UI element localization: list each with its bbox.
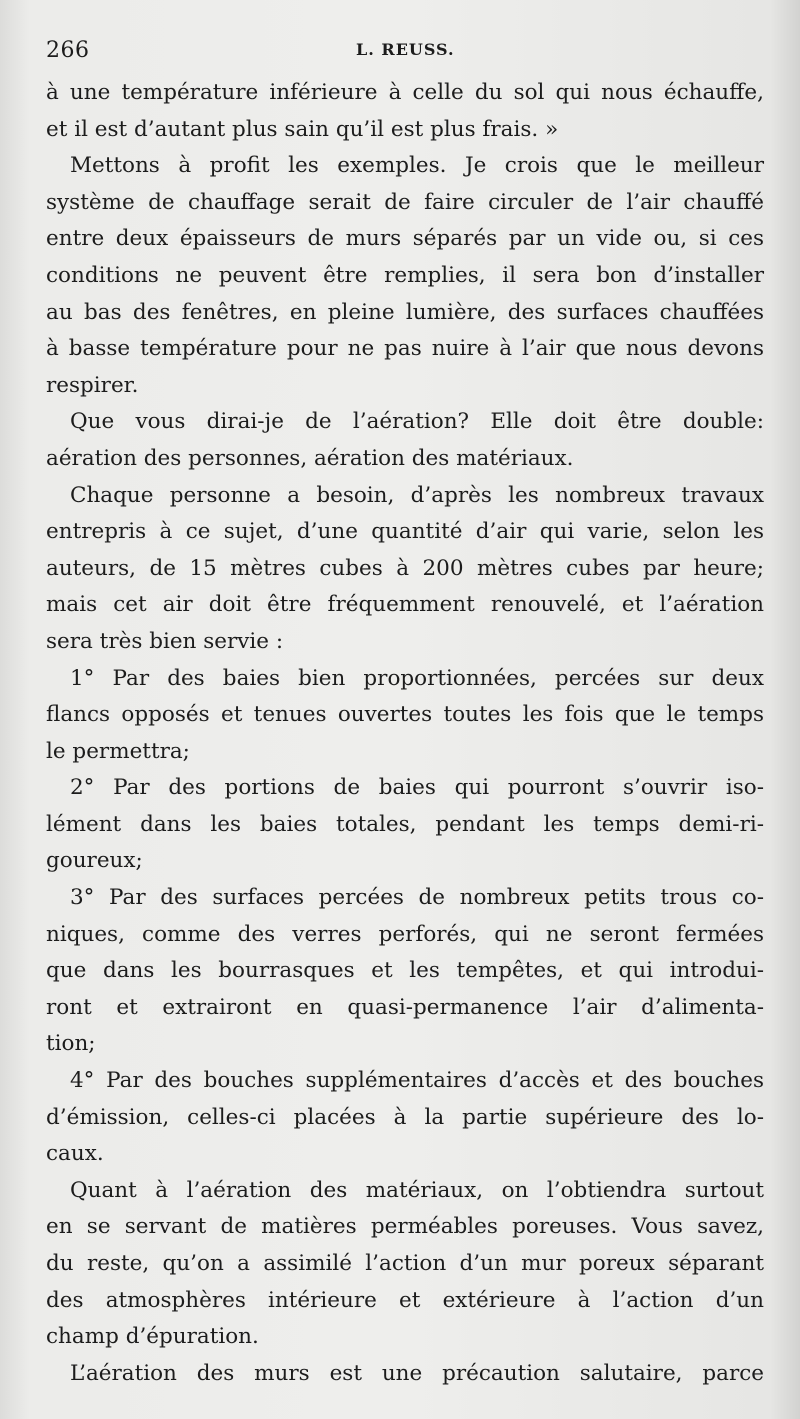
page-number: 266 xyxy=(46,38,90,63)
text-line: auteurs, de 15 mètres cubes à 200 mètres cubes par heure; xyxy=(46,555,764,581)
text-line: Que vous dirai-je de l’aération? Elle doit être double: xyxy=(70,409,764,435)
text-line: 4° Par des bouches supplémentaires d’accès et des bouches xyxy=(70,1068,764,1094)
text-line: entrepris à ce sujet, d’une quantité d’air qui varie, selon les xyxy=(46,519,764,545)
text-line: niques, comme des verres perforés, qui ne seront fermées xyxy=(46,921,764,947)
text-line: ront et extrairont en quasi-permanence l’air d’alimenta- xyxy=(46,994,764,1020)
text-line: respirer. xyxy=(46,372,139,398)
text-line: Mettons à profit les exemples. Je crois que le meilleur xyxy=(70,153,764,179)
page-header xyxy=(46,38,766,68)
text-line: que dans les bourrasques et les tempêtes, et qui introdui- xyxy=(46,958,764,984)
body-text xyxy=(46,75,764,1392)
text-line: Quant à l’aération des matériaux, on l’obtiendra surtout xyxy=(70,1177,764,1203)
text-line: flancs opposés et tenues ouvertes toutes les fois que le temps xyxy=(46,702,764,728)
text-line: du reste, qu’on a assimilé l’action d’un mur poreux séparant xyxy=(46,1251,764,1276)
text-line: goureux; xyxy=(46,848,143,874)
text-line: tion; xyxy=(46,1031,96,1057)
text-line: 2° Par des portions de baies qui pourront s’ouvrir iso- xyxy=(70,775,764,801)
text-line: aération des personnes, aération des matériaux. xyxy=(46,445,574,471)
text-line: champ d’épuration. xyxy=(46,1324,259,1350)
text-line: mais cet air doit être fréquemment renouvelé, et l’aération xyxy=(46,592,764,618)
text-line: entre deux épaisseurs de murs séparés par un vide ou, si ces xyxy=(46,226,764,252)
text-line: L’aération des murs est une précaution salutaire, parce xyxy=(70,1360,764,1386)
text-line: système de chauffage serait de faire circuler de l’air chauffé xyxy=(46,189,764,215)
text-line: à une température inférieure à celle du sol qui nous échauffe, xyxy=(46,80,764,105)
text-line: à basse température pour ne pas nuire à l’air que nous devons xyxy=(46,336,764,362)
text-line: d’émission, celles-ci placées à la partie supérieure des lo- xyxy=(46,1104,764,1130)
text-line: Chaque personne a besoin, d’après les nombreux travaux xyxy=(70,482,764,508)
text-line: des atmosphères intérieure et extérieure à l’action d’un xyxy=(46,1287,764,1313)
text-line: et il est d’autant plus sain qu’il est plus frais. » xyxy=(46,116,559,142)
text-line: au bas des fenêtres, en pleine lumière, des surfaces chauffées xyxy=(46,299,764,325)
text-line: le permettra; xyxy=(46,738,190,764)
text-line: en se servant de matières perméables poreuses. Vous savez, xyxy=(46,1214,764,1240)
text-line: sera très bien servie : xyxy=(46,628,284,654)
text-line: lément dans les baies totales, pendant les temps demi-ri- xyxy=(46,811,764,837)
running-head: L. REUSS. xyxy=(356,40,455,59)
text-line: 3° Par des surfaces percées de nombreux petits trous co- xyxy=(70,885,764,911)
text-line: caux. xyxy=(46,1141,104,1167)
text-line: conditions ne peuvent être remplies, il sera bon d’installer xyxy=(46,262,764,288)
text-line: 1° Par des baies bien proportionnées, percées sur deux xyxy=(70,665,764,691)
